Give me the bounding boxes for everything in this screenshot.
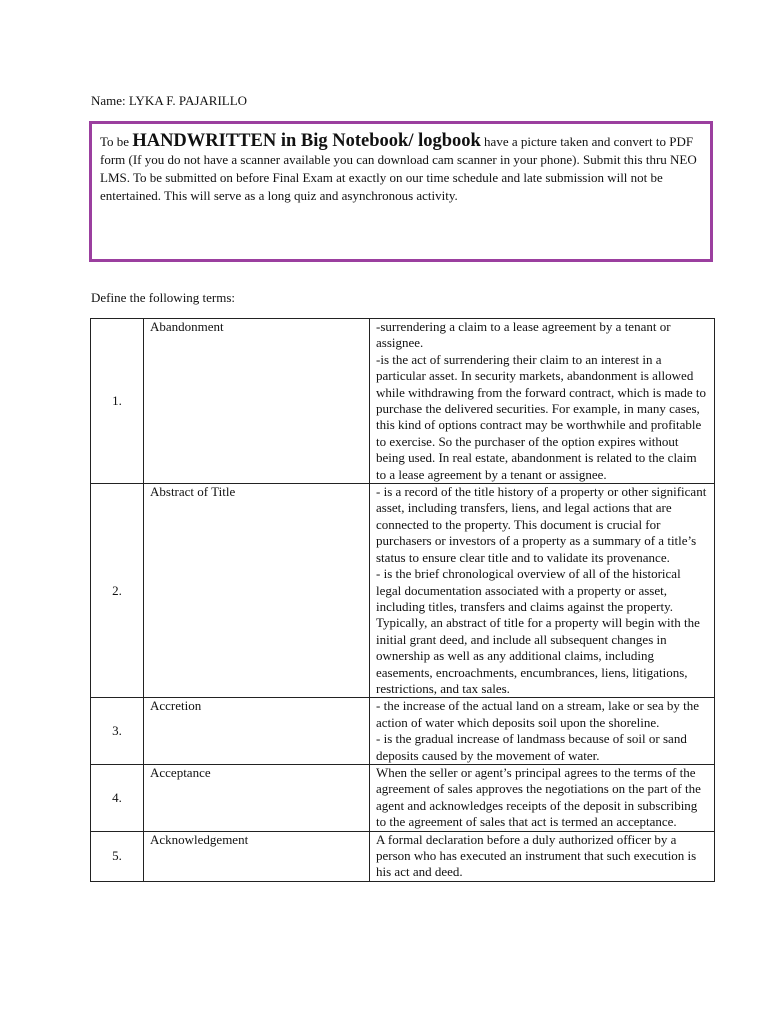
term-number: 3.	[91, 698, 144, 765]
term-definition	[370, 484, 715, 698]
definition-paragraph: -surrendering a claim to a lease agreement by a tenant or assignee.	[376, 319, 671, 351]
table-row	[91, 698, 715, 765]
definition-paragraph: -is the act of surrendering their claim to an interest in a particular asset. In security markets, abandonment is allowed while withdrawing from the forward contract, which is made to purchase the delivered securities. For example, in many cases, this kind of options contract may be worthwhile and profitable to exercise. So the purchaser of the option expires without being used. In real estate, abandonment is related to the claim to a lease agreement by a tenant or assignee.	[376, 351, 706, 482]
definition-paragraph: - is a record of the title history of a property or other significant asset, including transfers, liens, and legal actions that are connected to the property. This document is crucial for purchasers or investors of a property as a summary of a title’s status to ensure clear title and to validate its provenance.	[376, 484, 707, 565]
table-row	[91, 484, 715, 698]
table-row	[91, 319, 715, 484]
student-name: Name: LYKA F. PAJARILLO	[91, 93, 248, 108]
term-number: 5.	[91, 831, 144, 881]
definition-paragraph: - is the brief chronological overview of all of the historical legal documentation associated with a property or asset, including titles, transfers and claims against the property. Typically, an abstract of title for a property will begin with the initial grant deed, and include all subsequent changes in ownership as well as any additional claims, including easements, encroachments, encumbrances, liens, litigations, restrictions, and tax sales.	[376, 566, 700, 696]
table-row	[91, 831, 715, 881]
term-name: Accretion	[144, 698, 370, 765]
instructions-lead: To be	[100, 134, 133, 149]
term-definition	[370, 698, 715, 765]
definition-paragraph: When the seller or agent’s principal agrees to the terms of the agreement of sales approves the negotiations on the part of the agent and acknowledges receipts of the deposit in subscribing to the agreement of sales that act is termed an acceptance.	[376, 764, 701, 830]
instructions-emphasis: HANDWRITTEN in Big Notebook/ logbook	[132, 131, 481, 151]
term-number: 2.	[91, 484, 144, 698]
term-definition	[370, 319, 715, 484]
instructions-box	[89, 121, 713, 262]
term-number: 4.	[91, 764, 144, 831]
term-name: Abandonment	[144, 319, 370, 484]
terms-table	[90, 318, 715, 882]
term-name: Acceptance	[144, 764, 370, 831]
term-name: Abstract of Title	[144, 484, 370, 698]
instructions-text: have a picture taken and convert to PDF form (If you do not have a scanner available you can download cam scanner in your phone). Submit this thru NEO LMS. To be submitted on before Final Exam at exactly on our time schedule and late submission will not be entertained. This will serve as a long quiz and asynchronous activity.	[100, 134, 697, 203]
term-number: 1.	[91, 319, 144, 484]
term-definition	[370, 831, 715, 881]
definition-paragraph: - the increase of the actual land on a stream, lake or sea by the action of water which deposits soil upon the shoreline.	[376, 698, 700, 730]
definition-paragraph: - is the gradual increase of landmass because of soil or sand deposits caused by the movement of water.	[376, 731, 687, 763]
table-row	[91, 764, 715, 831]
term-definition	[370, 764, 715, 831]
define-terms-label: Define the following terms:	[91, 290, 236, 305]
term-name: Acknowledgement	[144, 831, 370, 881]
definition-paragraph: A formal declaration before a duly authorized officer by a person who has executed an instrument that such execution is his act and deed.	[376, 831, 697, 880]
